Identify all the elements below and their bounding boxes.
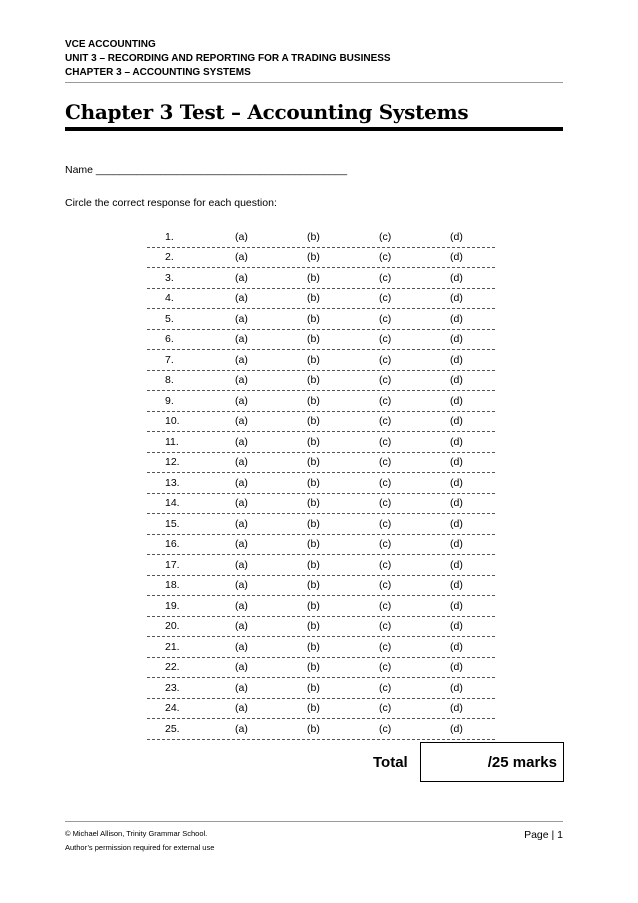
- option-a[interactable]: (a): [235, 476, 248, 489]
- answer-row: [147, 453, 495, 474]
- footer-copyright: © Michael Allison, Trinity Grammar School.: [65, 829, 208, 838]
- option-c[interactable]: (c): [379, 558, 392, 571]
- option-d[interactable]: (d): [450, 292, 463, 305]
- question-number: 21.: [165, 640, 180, 653]
- option-c[interactable]: (c): [379, 415, 392, 428]
- option-c[interactable]: (c): [379, 333, 392, 346]
- option-b[interactable]: (b): [307, 579, 320, 592]
- option-a[interactable]: (a): [235, 435, 248, 448]
- option-b[interactable]: (b): [307, 476, 320, 489]
- option-c[interactable]: (c): [379, 681, 392, 694]
- option-b[interactable]: (b): [307, 558, 320, 571]
- question-number: 14.: [165, 497, 180, 510]
- option-b[interactable]: (b): [307, 374, 320, 387]
- option-b[interactable]: (b): [307, 681, 320, 694]
- footer-credits: [65, 827, 214, 855]
- option-b[interactable]: (b): [307, 702, 320, 715]
- page-number: Page | 1: [524, 829, 563, 841]
- option-a[interactable]: (a): [235, 230, 248, 243]
- question-number: 16.: [165, 538, 180, 551]
- option-c[interactable]: (c): [379, 497, 392, 510]
- option-c[interactable]: (c): [379, 251, 392, 264]
- answer-row: [147, 391, 495, 412]
- option-b[interactable]: (b): [307, 456, 320, 469]
- name-field[interactable]: Name ___________________________________________: [65, 164, 348, 176]
- option-b[interactable]: (b): [307, 435, 320, 448]
- option-c[interactable]: (c): [379, 640, 392, 653]
- option-d[interactable]: (d): [450, 661, 463, 674]
- option-b[interactable]: (b): [307, 312, 320, 325]
- answer-row: [147, 617, 495, 638]
- total-label: Total: [373, 754, 408, 771]
- option-d[interactable]: (d): [450, 599, 463, 612]
- option-c[interactable]: (c): [379, 702, 392, 715]
- option-a[interactable]: (a): [235, 271, 248, 284]
- question-number: 19.: [165, 599, 180, 612]
- option-d[interactable]: (d): [450, 394, 463, 407]
- option-a[interactable]: (a): [235, 333, 248, 346]
- option-c[interactable]: (c): [379, 353, 392, 366]
- option-d[interactable]: (d): [450, 251, 463, 264]
- option-a[interactable]: (a): [235, 456, 248, 469]
- option-d[interactable]: (d): [450, 497, 463, 510]
- question-number: 6.: [165, 333, 174, 346]
- option-b[interactable]: (b): [307, 661, 320, 674]
- question-number: 7.: [165, 353, 174, 366]
- title-underline: [65, 127, 563, 131]
- option-c[interactable]: (c): [379, 271, 392, 284]
- answer-row: [147, 699, 495, 720]
- option-c[interactable]: (c): [379, 599, 392, 612]
- question-number: 13.: [165, 476, 180, 489]
- option-d[interactable]: (d): [450, 476, 463, 489]
- option-b[interactable]: (b): [307, 640, 320, 653]
- option-d[interactable]: (d): [450, 456, 463, 469]
- header-unit: UNIT 3 – RECORDING AND REPORTING FOR A TRADING BUSINESS: [65, 53, 391, 64]
- option-d[interactable]: (d): [450, 640, 463, 653]
- option-b[interactable]: (b): [307, 230, 320, 243]
- answer-row: [147, 330, 495, 351]
- option-b[interactable]: (b): [307, 599, 320, 612]
- answer-row: [147, 535, 495, 556]
- total-marks: /25 marks: [487, 754, 557, 771]
- option-a[interactable]: (a): [235, 394, 248, 407]
- answer-row: [147, 473, 495, 494]
- option-d[interactable]: (d): [450, 558, 463, 571]
- header-subject: VCE ACCOUNTING: [65, 39, 156, 50]
- option-a[interactable]: (a): [235, 374, 248, 387]
- option-b[interactable]: (b): [307, 292, 320, 305]
- option-c[interactable]: (c): [379, 517, 392, 530]
- option-d[interactable]: (d): [450, 374, 463, 387]
- question-number: 1.: [165, 230, 174, 243]
- question-number: 12.: [165, 456, 180, 469]
- question-number: 9.: [165, 394, 174, 407]
- instructions-text: Circle the correct response for each question:: [65, 197, 277, 209]
- document-header: [65, 38, 563, 83]
- option-a[interactable]: (a): [235, 312, 248, 325]
- option-c[interactable]: (c): [379, 722, 392, 735]
- option-d[interactable]: (d): [450, 517, 463, 530]
- question-number: 4.: [165, 292, 174, 305]
- option-c[interactable]: (c): [379, 230, 392, 243]
- answer-row: [147, 350, 495, 371]
- option-a[interactable]: (a): [235, 702, 248, 715]
- question-number: 17.: [165, 558, 180, 571]
- option-c[interactable]: (c): [379, 435, 392, 448]
- answer-row: [147, 637, 495, 658]
- option-a[interactable]: (a): [235, 661, 248, 674]
- option-c[interactable]: (c): [379, 312, 392, 325]
- option-d[interactable]: (d): [450, 312, 463, 325]
- option-c[interactable]: (c): [379, 476, 392, 489]
- question-number: 2.: [165, 251, 174, 264]
- option-d[interactable]: (d): [450, 415, 463, 428]
- answer-row: [147, 494, 495, 515]
- option-a[interactable]: (a): [235, 538, 248, 551]
- answer-row: [147, 268, 495, 289]
- option-a[interactable]: (a): [235, 722, 248, 735]
- question-number: 10.: [165, 415, 180, 428]
- option-d[interactable]: (d): [450, 722, 463, 735]
- option-d[interactable]: (d): [450, 579, 463, 592]
- option-c[interactable]: (c): [379, 579, 392, 592]
- question-number: 11.: [165, 435, 179, 448]
- option-c[interactable]: (c): [379, 456, 392, 469]
- option-b[interactable]: (b): [307, 394, 320, 407]
- option-c[interactable]: (c): [379, 374, 392, 387]
- question-number: 24.: [165, 702, 180, 715]
- option-d[interactable]: (d): [450, 435, 463, 448]
- option-b[interactable]: (b): [307, 517, 320, 530]
- answer-row: [147, 412, 495, 433]
- question-number: 22.: [165, 661, 180, 674]
- option-c[interactable]: (c): [379, 394, 392, 407]
- total-score-box[interactable]: [420, 742, 564, 782]
- option-a[interactable]: (a): [235, 353, 248, 366]
- question-number: 15.: [165, 517, 180, 530]
- footer-permission: Author’s permission required for external use: [65, 843, 215, 852]
- option-b[interactable]: (b): [307, 333, 320, 346]
- option-a[interactable]: (a): [235, 517, 248, 530]
- answer-row: [147, 658, 495, 679]
- option-a[interactable]: (a): [235, 251, 248, 264]
- option-b[interactable]: (b): [307, 415, 320, 428]
- question-number: 5.: [165, 312, 174, 325]
- answer-row: [147, 432, 495, 453]
- option-a[interactable]: (a): [235, 620, 248, 633]
- answer-table: [147, 227, 495, 740]
- option-a[interactable]: (a): [235, 292, 248, 305]
- option-c[interactable]: (c): [379, 661, 392, 674]
- option-b[interactable]: (b): [307, 722, 320, 735]
- question-number: 25.: [165, 722, 180, 735]
- header-chapter: CHAPTER 3 – ACCOUNTING SYSTEMS: [65, 67, 251, 78]
- option-d[interactable]: (d): [450, 538, 463, 551]
- option-c[interactable]: (c): [379, 292, 392, 305]
- option-d[interactable]: (d): [450, 681, 463, 694]
- option-b[interactable]: (b): [307, 538, 320, 551]
- option-a[interactable]: (a): [235, 579, 248, 592]
- option-d[interactable]: (d): [450, 333, 463, 346]
- question-number: 20.: [165, 620, 180, 633]
- option-b[interactable]: (b): [307, 497, 320, 510]
- option-a[interactable]: (a): [235, 415, 248, 428]
- option-a[interactable]: (a): [235, 558, 248, 571]
- option-a[interactable]: (a): [235, 497, 248, 510]
- answer-row: [147, 227, 495, 248]
- option-d[interactable]: (d): [450, 230, 463, 243]
- answer-row: [147, 719, 495, 740]
- option-b[interactable]: (b): [307, 271, 320, 284]
- option-c[interactable]: (c): [379, 538, 392, 551]
- option-c[interactable]: (c): [379, 620, 392, 633]
- answer-row: [147, 596, 495, 617]
- option-d[interactable]: (d): [450, 702, 463, 715]
- answer-row: [147, 678, 495, 699]
- answer-row: [147, 289, 495, 310]
- answer-row: [147, 248, 495, 269]
- option-d[interactable]: (d): [450, 353, 463, 366]
- answer-row: [147, 514, 495, 535]
- answer-row: [147, 576, 495, 597]
- question-number: 18.: [165, 579, 180, 592]
- option-a[interactable]: (a): [235, 681, 248, 694]
- option-a[interactable]: (a): [235, 640, 248, 653]
- footer-divider: [65, 821, 563, 822]
- option-b[interactable]: (b): [307, 620, 320, 633]
- question-number: 3.: [165, 271, 174, 284]
- option-a[interactable]: (a): [235, 599, 248, 612]
- question-number: 8.: [165, 374, 174, 387]
- question-number: 23.: [165, 681, 180, 694]
- option-d[interactable]: (d): [450, 620, 463, 633]
- option-d[interactable]: (d): [450, 271, 463, 284]
- answer-row: [147, 555, 495, 576]
- answer-row: [147, 309, 495, 330]
- option-b[interactable]: (b): [307, 251, 320, 264]
- answer-row: [147, 371, 495, 392]
- page-title: Chapter 3 Test – Accounting Systems: [65, 100, 469, 124]
- option-b[interactable]: (b): [307, 353, 320, 366]
